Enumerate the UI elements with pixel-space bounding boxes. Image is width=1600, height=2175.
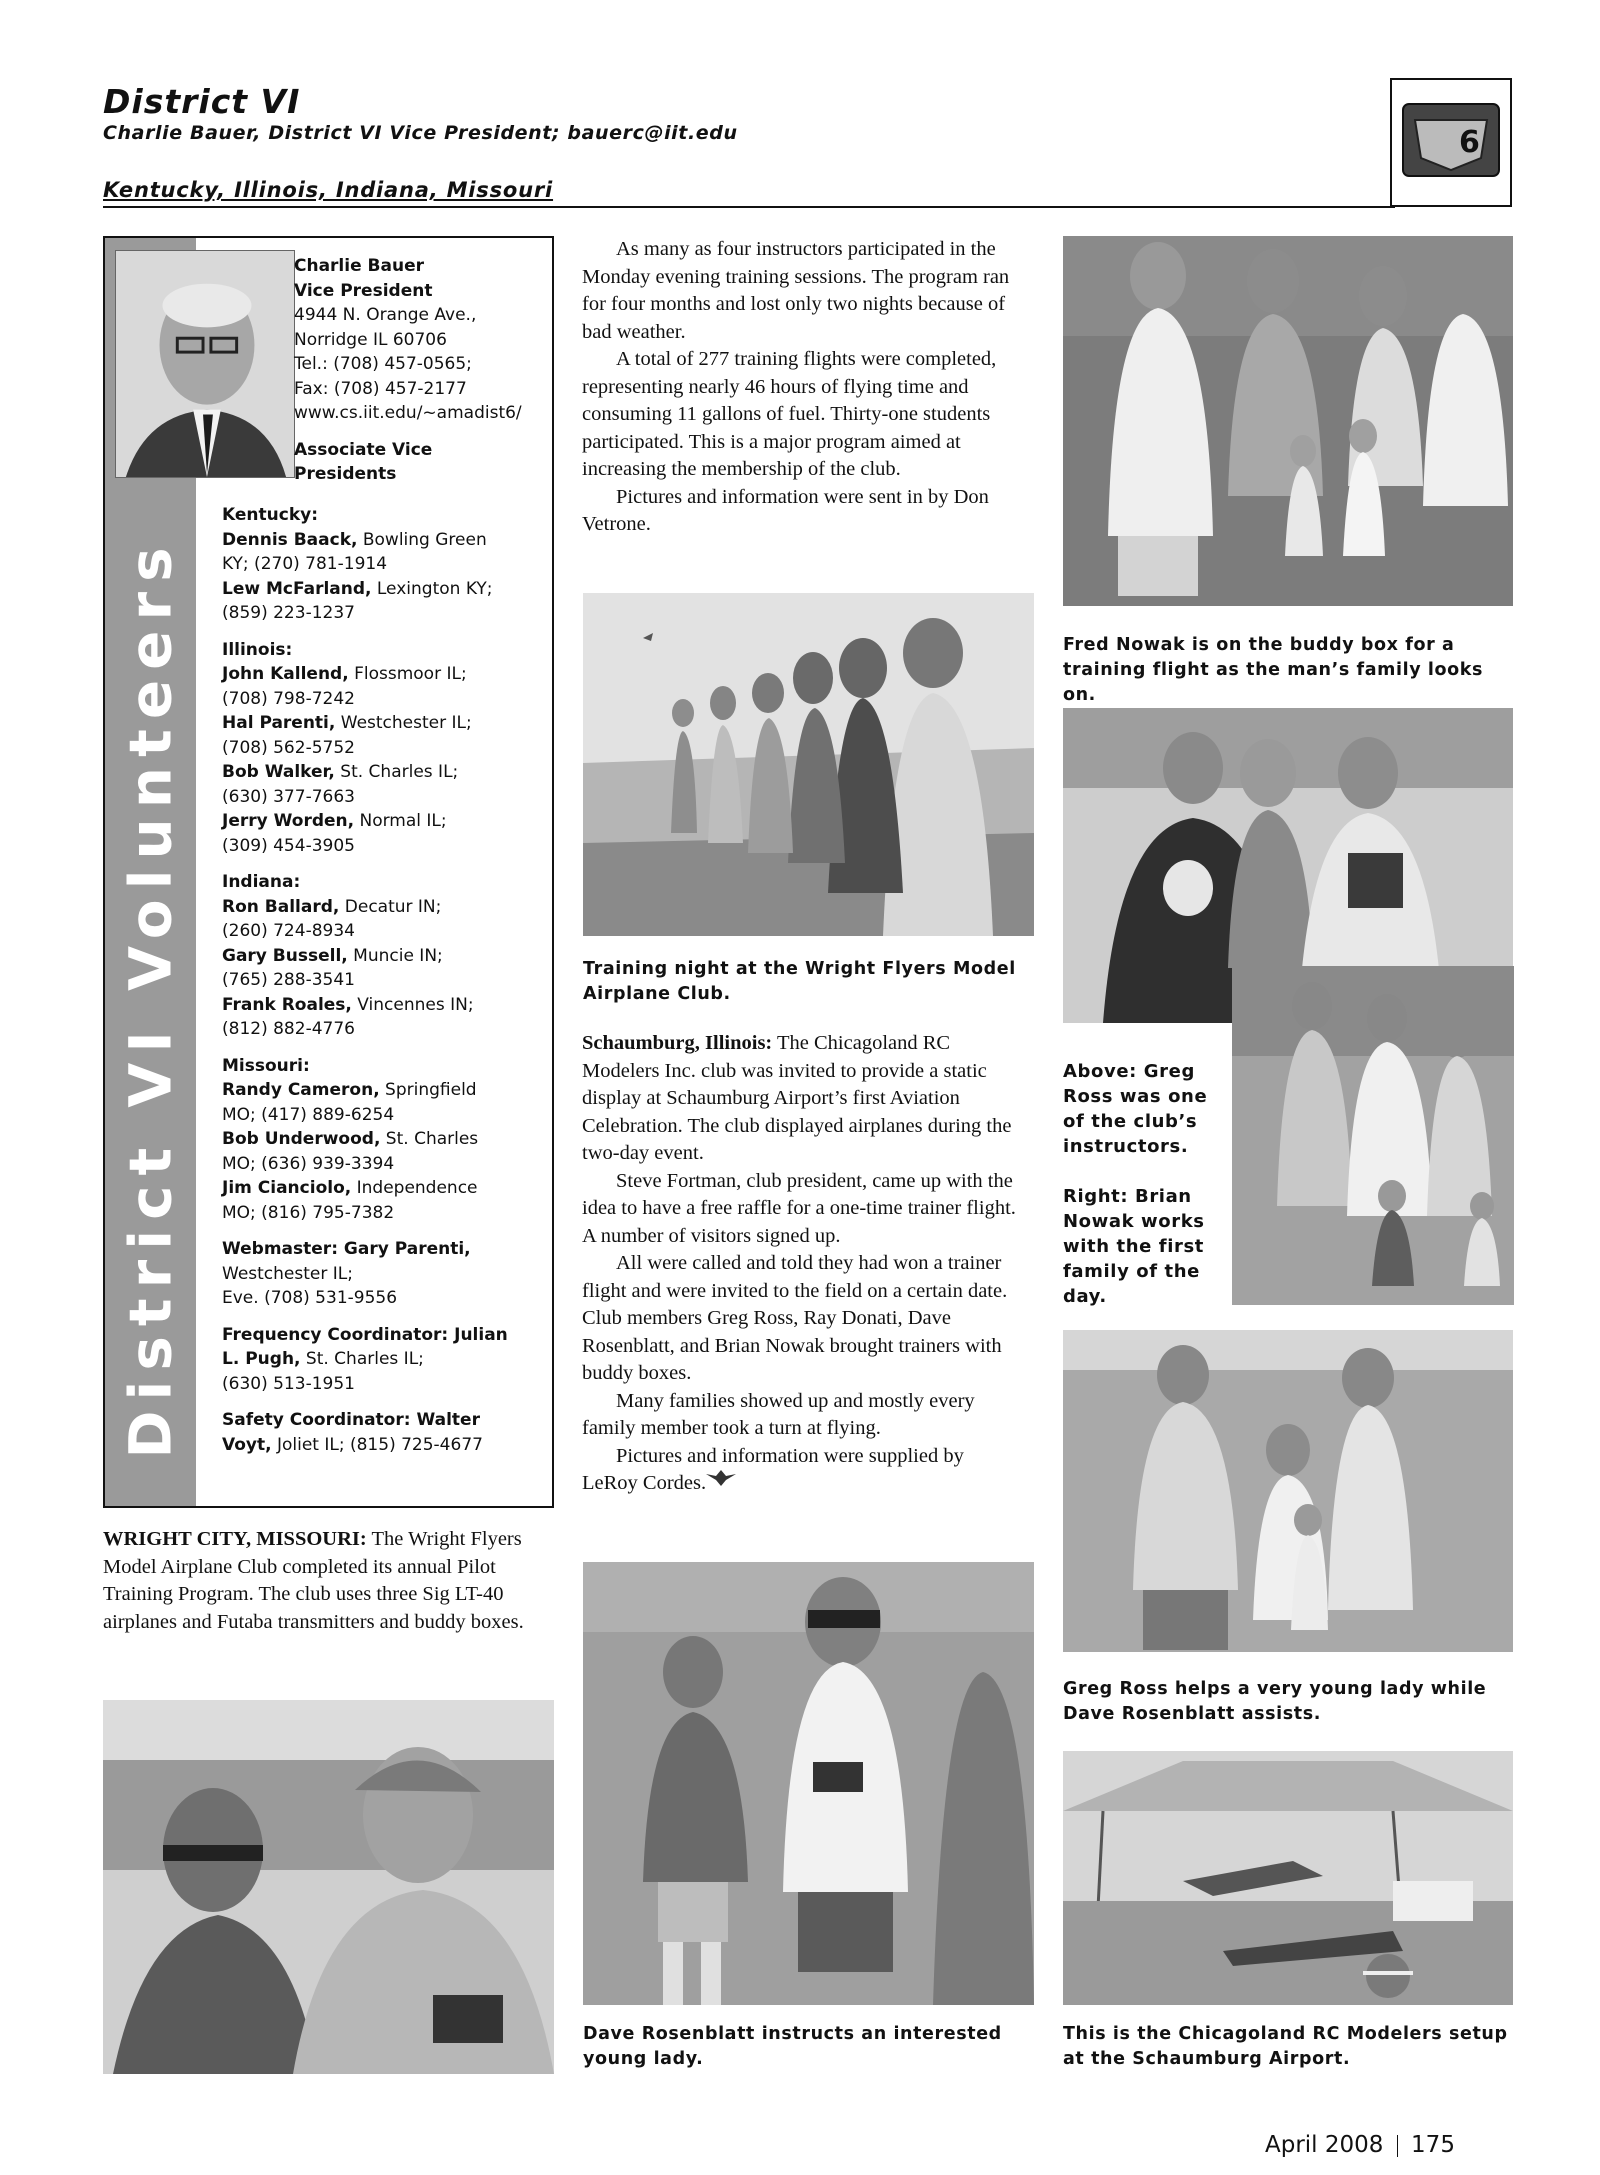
vp-website: www.cs.iit.edu/~amadist6/ [294,403,522,423]
volunteer-list [222,503,547,1469]
volunteer-location: Flossmoor IL; [348,664,467,684]
caption-training-night: Training night at the Wright Flyers Model Airplane Club. [583,959,1016,1004]
associate-heading-line1: Associate Vice [294,439,433,460]
webmaster-label: Webmaster: Gary Parenti, [222,1239,471,1259]
greg-ross-young-lady-photo [1063,1330,1513,1652]
dave-rosenblatt-photo [583,1562,1034,2005]
volunteer-phone: (309) 454-3905 [222,835,355,856]
kentucky-heading: Kentucky: [222,505,318,525]
caption-greg-ross: Greg Ross helps a very young lady while Dave Rosenblatt assists. [1063,1679,1487,1724]
safety-group [222,1408,547,1457]
volunteer-phone: MO; (417) 889-6254 [222,1104,395,1125]
volunteer-name: Jim Cianciolo, [222,1178,352,1198]
volunteers-box [103,236,554,1508]
illinois-group [222,638,547,859]
fred-nowak-photo [1063,236,1513,606]
volunteer-location: Independence [351,1178,478,1198]
associate-heading-line2: Presidents [294,464,397,484]
logo-text: 6 [1459,124,1480,160]
footer-divider [1397,2135,1398,2157]
wright-city-text: The Wright Flyers Model Airplane Club completed its annual Pilot Training Program. The club uses three Sig LT-40 airplanes and Futaba transmitters and buddy boxes. [103,1528,524,1633]
volunteer-phone: (812) 882-4776 [222,1019,355,1039]
safety-label: Safety Coordinator: Walter [222,1410,480,1430]
volunteer-phone: MO; (816) 795-7382 [222,1202,395,1223]
safety-name: Voyt, [222,1434,272,1455]
schaumburg-paragraph-1: The Chicagoland RC Modelers Inc. club was invited to provide a static display at Schaumburg Airport’s first Aviation Celebration. The club displayed airplanes during the two-day event. [582,1032,1012,1164]
schaumburg-paragraph-5: Pictures and information were supplied by LeRoy Cordes. [582,1444,964,1494]
wright-city-lead: WRIGHT CITY, MISSOURI: [103,1528,367,1550]
volunteer-phone: (859) 223-1237 [222,603,355,623]
district-states: Kentucky, Illinois, Indiana, Missouri [103,178,554,202]
page-subtitle: Charlie Bauer, District VI Vice President; bauerc@iit.edu [103,122,738,144]
district-logo [1390,78,1512,207]
wright-city-continued [582,236,1022,539]
illinois-heading: Illinois: [222,639,293,660]
schaumburg-paragraph-2: Steve Fortman, club president, came up with the idea to have a free raffle for a one-time trainer flight. A number of visitors signed up. [582,1169,1016,1247]
indiana-group [222,870,547,1042]
caption-dave-rosenblatt: Dave Rosenblatt instructs an interested young lady. [583,2024,1002,2069]
wright-city-intro [103,1526,554,1636]
vp-role: Vice President [294,280,433,301]
brian-nowak-photo [1232,966,1514,1305]
volunteer-phone: (765) 288-3541 [222,970,355,990]
volunteer-location: Lexington KY; [371,578,493,599]
caption-right-brian: Right: Brian Nowak works with the first family of the day. [1063,1186,1205,1307]
volunteer-phone: (630) 377-7663 [222,786,355,807]
wright-city-paragraph-4: Pictures and information were sent in by Don Vetrone. [582,485,989,535]
wright-city-paragraph-3: A total of 277 training flights were completed, representing nearly 46 hours of flying time and consuming 11 gallons of fuel. Thirty-one students participated. This is a major program aimed at increasing the membership of the club. [582,348,997,480]
volunteer-location: Normal IL; [354,811,447,831]
schaumburg-lead: Schaumburg, Illinois: [582,1032,773,1054]
vp-fax: Fax: (708) 457-2177 [294,378,467,399]
volunteer-location: Vincennes IN; [351,994,474,1015]
volunteer-location: Decatur IN; [339,896,442,917]
frequency-group [222,1323,547,1397]
volunteer-location: Springfield [379,1080,477,1100]
volunteer-phone: (708) 798-7242 [222,688,355,709]
indiana-heading: Indiana: [222,872,301,892]
volunteer-name: Bob Walker, [222,762,335,782]
training-night-photo [583,593,1034,936]
volunteer-location: Westchester IL; [335,713,472,733]
schaumburg-article [582,1030,1022,1498]
webmaster-phone: Eve. (708) 531-9556 [222,1288,398,1308]
vice-president-contact [294,254,544,487]
wright-city-photo [103,1700,554,2074]
caption-fred-nowak: Fred Nowak is on the buddy box for a training flight as the man’s family looks on. [1063,635,1484,705]
volunteer-name: John Kallend, [222,664,349,684]
volunteer-phone: MO; (636) 939-3394 [222,1153,395,1174]
frequency-name: L. Pugh, [222,1349,301,1369]
volunteers-band-title: District VI Volunteers [116,537,185,1459]
safety-contact: Joliet IL; (815) 725-4677 [271,1434,483,1455]
district-map-icon [1401,98,1501,188]
end-mark-icon [706,1470,736,1486]
vp-telephone: Tel.: (708) 457-0565; [294,354,472,374]
chicagoland-setup-photo [1063,1751,1513,2005]
volunteer-phone: (260) 724-8934 [222,921,355,941]
volunteer-location: St. Charles [380,1129,479,1149]
page-title: District VI [103,82,301,121]
volunteer-name: Ron Ballard, [222,896,340,917]
webmaster-location: Westchester IL; [222,1263,353,1284]
missouri-heading: Missouri: [222,1055,310,1076]
volunteer-name: Randy Cameron, [222,1080,380,1100]
volunteer-location: St. Charles IL; [334,762,459,782]
volunteer-name: Frank Roales, [222,994,352,1015]
volunteer-phone: KY; (270) 781-1914 [222,554,388,574]
page-footer [1265,2132,1455,2158]
frequency-location: St. Charles IL; [300,1349,424,1369]
volunteer-name: Lew McFarland, [222,578,372,599]
frequency-label: Frequency Coordinator: Julian [222,1324,508,1345]
schaumburg-paragraph-3: All were called and told they had won a trainer flight and were invited to the field on a certain date. Club members Greg Ross, Ray Donati, Dave Rosenblatt, and Brian Nowak brought trainers with buddy boxes. [582,1252,1008,1384]
wright-city-paragraph-2: As many as four instructors participated in the Monday evening training sessions. The program ran for four months and lost only two nights because of bad weather. [582,238,1010,343]
volunteer-location: Muncie IN; [347,945,443,966]
volunteer-name: Gary Bussell, [222,945,348,966]
volunteer-location: Bowling Green [357,529,487,550]
schaumburg-paragraph-4: Many families showed up and mostly every family member took a turn at flying. [582,1389,975,1439]
vp-address-line1: 4944 N. Orange Ave., [294,305,477,325]
vp-name: Charlie Bauer [294,256,424,276]
volunteer-name: Dennis Baack, [222,529,358,550]
page-number: 175 [1411,2132,1455,2158]
caption-setup: This is the Chicagoland RC Modelers setup at the Schaumburg Airport. [1063,2024,1508,2069]
webmaster-group [222,1237,547,1311]
issue-date: April 2008 [1265,2132,1384,2158]
vp-address-line2: Norridge IL 60706 [294,329,447,350]
caption-above-greg: Above: Greg Ross was one of the club’s instructors. [1063,1061,1208,1157]
volunteer-name: Jerry Worden, [222,811,355,831]
header-rule [103,206,1395,208]
missouri-group [222,1054,547,1226]
frequency-phone: (630) 513-1951 [222,1373,355,1394]
kentucky-group [222,503,547,626]
volunteer-phone: (708) 562-5752 [222,737,355,758]
volunteer-name: Bob Underwood, [222,1129,381,1149]
vice-president-portrait [115,250,295,478]
volunteer-name: Hal Parenti, [222,713,336,733]
